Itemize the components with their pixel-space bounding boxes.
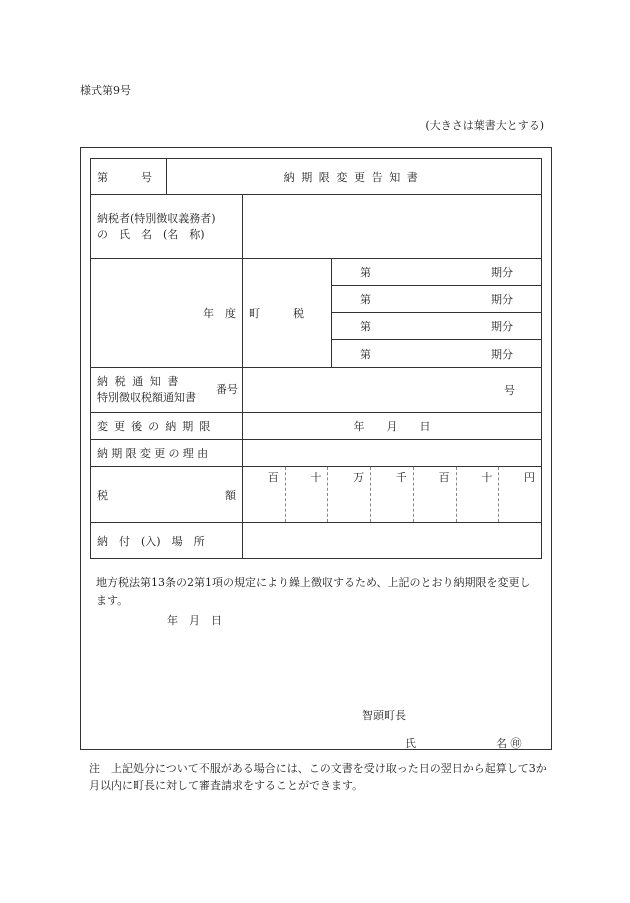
new-deadline-date-field[interactable]: 年 月 日 (243, 413, 542, 440)
period-item[interactable] (332, 286, 541, 313)
tax-amount-field[interactable] (243, 467, 542, 523)
notice-form-table (90, 158, 542, 559)
period-item[interactable] (332, 259, 541, 286)
fiscal-year-label: 年 度 (91, 259, 243, 368)
taxpayer-name-field[interactable] (243, 195, 542, 259)
period-prefix: 第 (360, 293, 371, 306)
notice-label-line1: 納税通知書 (97, 375, 185, 388)
period-suffix: 期分 (491, 293, 514, 306)
reason-row (91, 440, 542, 467)
go-label: 号 (504, 384, 516, 397)
period-suffix: 期分 (491, 347, 514, 361)
new-deadline-label: 変更後の納期限 (91, 413, 243, 440)
bango-label: 番号 (216, 383, 238, 396)
new-deadline-row (91, 413, 542, 440)
change-notice-text: 地方税法第13条の2第1項の規定により繰上徴収するため、上記のとおり納期限を変更します。 (96, 576, 531, 607)
taxpayer-label-line1: 納税者(特別徴収義務者) (97, 211, 216, 225)
payment-place-field[interactable] (243, 523, 542, 559)
notice-label-line2: 特別徴収税額通知書 (97, 391, 196, 404)
unit-label: 百 (243, 467, 286, 522)
taxpayer-label (91, 195, 243, 259)
form-number: 様式第9号 (80, 84, 131, 97)
unit-label: 百 (414, 467, 457, 522)
notice-number-row (91, 368, 542, 413)
period-prefix: 第 (360, 347, 371, 361)
period-suffix: 期分 (491, 266, 514, 279)
unit-label: 十 (457, 467, 500, 522)
name-label: 氏 (405, 737, 416, 750)
period-suffix: 期分 (491, 320, 514, 333)
unit-label: 千 (371, 467, 414, 522)
reason-field[interactable] (243, 440, 542, 467)
mayor-title: 智頭町長 (362, 709, 406, 722)
appeal-footnote: 注 上記処分について不服がある場合には、この文書を受け取った日の翌日から起算して3か月以内に町長に対して審査請求をすることができます。 (89, 762, 547, 792)
seal-label: 名 ㊞ (496, 737, 522, 750)
size-note: (大きさは葉書大とする) (425, 119, 544, 132)
notice-number-label (91, 368, 243, 413)
unit-label: 十 (286, 467, 329, 522)
form-title: 納期限変更告知書 (167, 159, 542, 195)
unit-label: 円 (524, 471, 536, 484)
taxpayer-row (91, 195, 542, 259)
period-prefix: 第 (360, 320, 371, 333)
period-item[interactable] (332, 313, 541, 340)
unit-label: 万 (328, 467, 371, 522)
fiscal-year-row (91, 259, 542, 368)
payment-place-label: 納 付 (入) 場 所 (91, 523, 243, 559)
period-prefix: 第 (360, 266, 371, 279)
tax-label-right: 額 (225, 488, 236, 502)
reason-label: 納期限変更の理由 (91, 440, 243, 467)
tax-amount-label (91, 467, 243, 523)
period-list (332, 259, 542, 368)
payment-place-row (91, 523, 542, 559)
tax-label-left: 税 (97, 488, 108, 502)
issue-date: 年 月 日 (167, 614, 222, 627)
taxpayer-label-line2: の 氏 名 (名 称) (97, 227, 205, 241)
tax-amount-row (91, 467, 542, 523)
period-item[interactable] (332, 340, 541, 367)
town-tax-label: 町 税 (243, 259, 332, 368)
title-row (91, 159, 542, 195)
number-label: 第 号 (91, 159, 167, 195)
amount-grid (243, 467, 541, 522)
notice-number-field[interactable] (243, 368, 542, 413)
